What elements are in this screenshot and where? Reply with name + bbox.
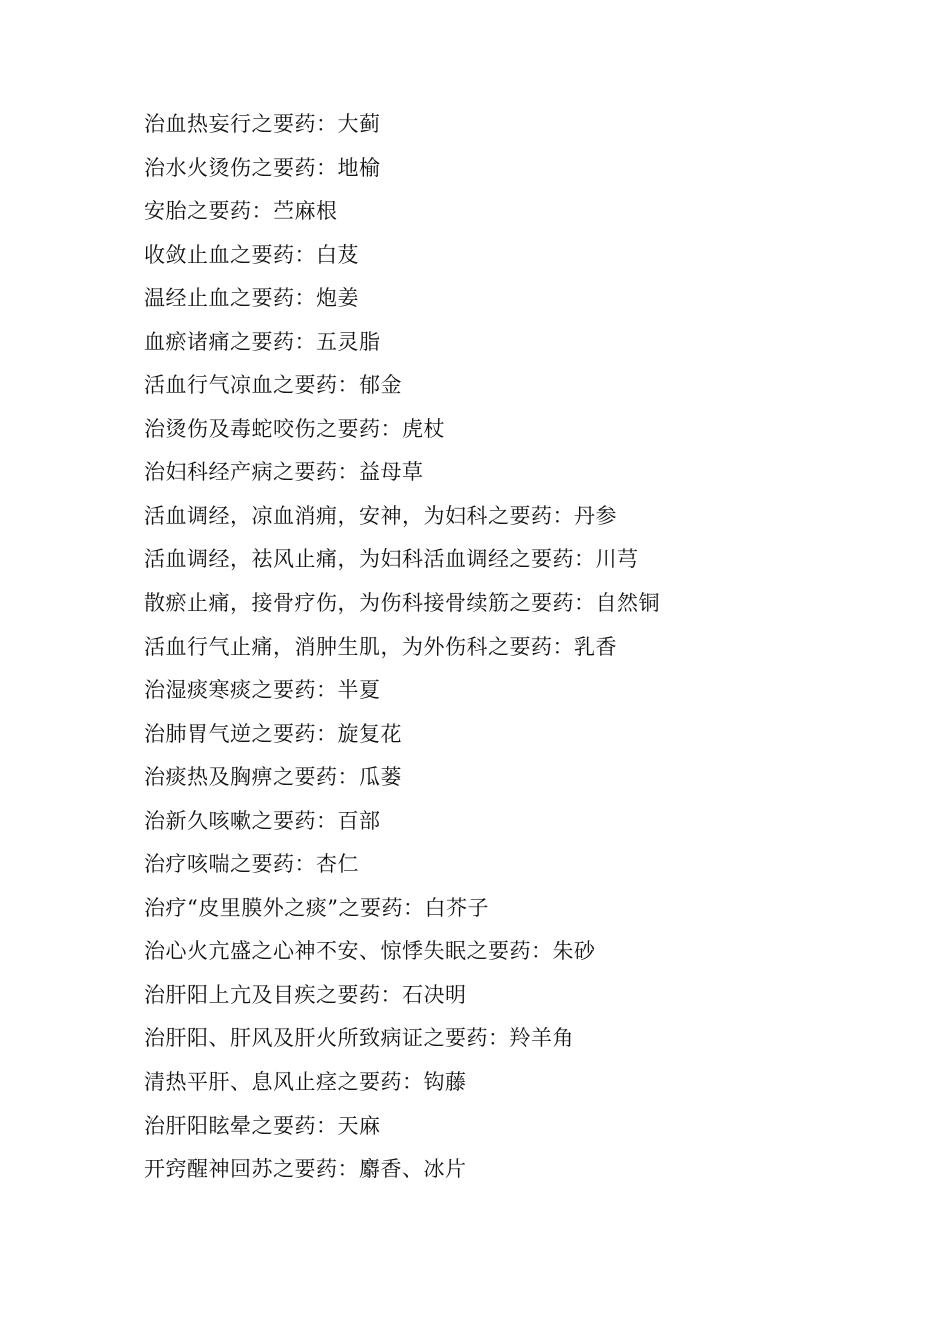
text-line: 散瘀止痛，接骨疗伤，为伤科接骨续筋之要药：自然铜 xyxy=(144,591,660,616)
text-line: 治水火烫伤之要药：地榆 xyxy=(144,155,381,180)
text-line: 治疗“皮里膜外之痰”之要药：白芥子 xyxy=(144,895,489,920)
text-line: 开窍醒神回苏之要药：麝香、冰片 xyxy=(144,1157,467,1182)
text-line: 治烫伤及毒蛇咬伤之要药：虎杖 xyxy=(144,416,445,441)
text-line: 治肺胃气逆之要药：旋复花 xyxy=(144,721,402,746)
text-line: 活血调经，凉血消痈，安神，为妇科之要药：丹参 xyxy=(144,503,617,528)
text-line: 治血热妄行之要药：大蓟 xyxy=(144,112,381,136)
text-line: 治妇科经产病之要药：益母草 xyxy=(144,460,424,485)
text-line: 血瘀诸痛之要药：五灵脂 xyxy=(144,329,381,354)
text-line: 治肝阳、肝风及肝火所致病证之要药：羚羊角 xyxy=(144,1026,574,1051)
text-line: 活血行气止痛，消肿生肌，为外伤科之要药：乳香 xyxy=(144,634,617,659)
text-line: 治湿痰寒痰之要药：半夏 xyxy=(144,678,381,703)
text-line: 治疗咳喘之要药：杏仁 xyxy=(144,852,359,877)
text-line: 活血调经，祛风止痛，为妇科活血调经之要药：川芎 xyxy=(144,547,639,572)
text-line: 治新久咳嗽之要药：百部 xyxy=(144,808,381,833)
text-line: 活血行气凉血之要药：郁金 xyxy=(144,373,402,398)
text-line: 温经止血之要药：炮姜 xyxy=(144,286,359,311)
text-line: 安胎之要药：苎麻根 xyxy=(144,199,338,224)
text-line: 清热平肝、息风止痉之要药：钩藤 xyxy=(144,1070,467,1095)
text-lines xyxy=(144,103,904,1192)
text-line: 治心火亢盛之心神不安、惊悸失眠之要药：朱砂 xyxy=(144,939,596,964)
text-line: 收敛止血之要药：白芨 xyxy=(144,242,359,267)
text-line: 治痰热及胸痹之要药：瓜蒌 xyxy=(144,765,402,790)
text-line: 治肝阳眩晕之要药：天麻 xyxy=(144,1113,381,1138)
text-line: 治肝阳上亢及目疾之要药：石决明 xyxy=(144,982,467,1007)
